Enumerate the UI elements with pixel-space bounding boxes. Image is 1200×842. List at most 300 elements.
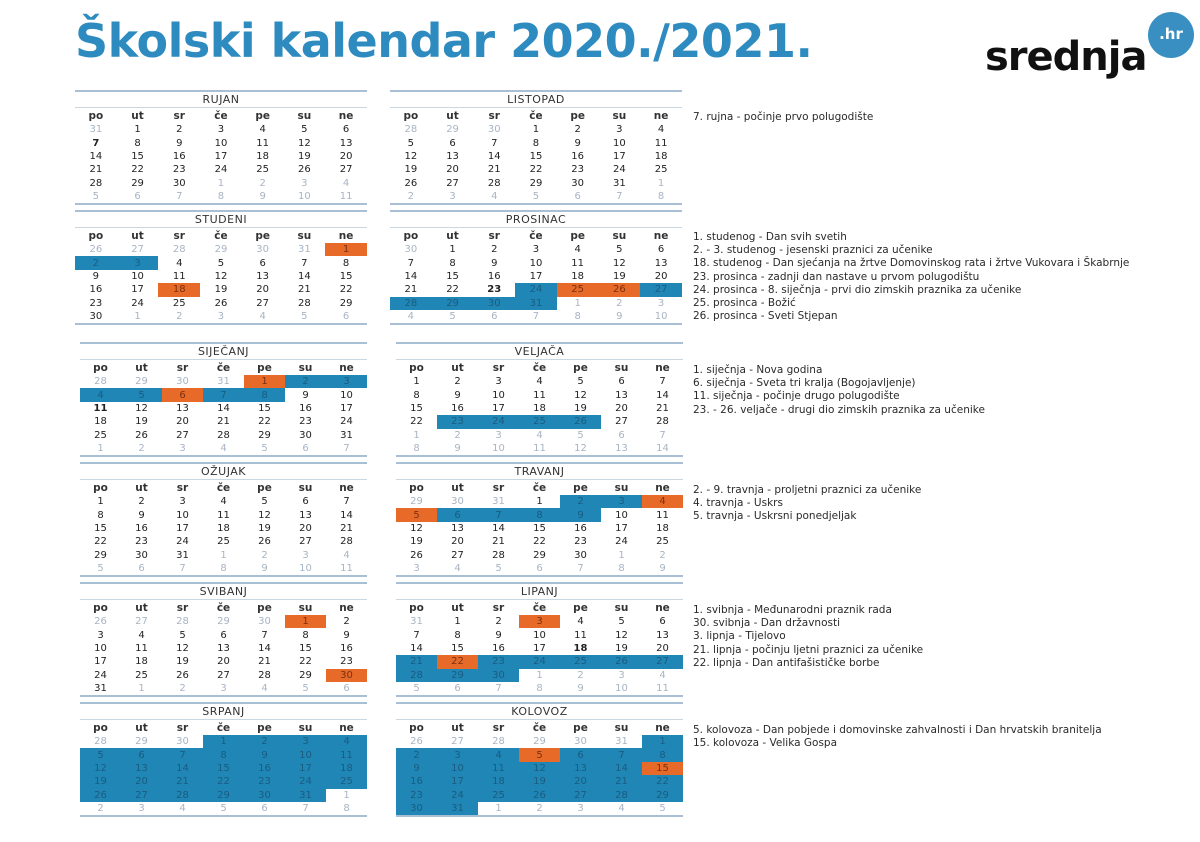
day-cell: 26 [214,297,228,309]
day-cell-school-break: 18 [326,762,367,775]
day-cell: 17 [492,402,505,414]
weekday-header: če [214,229,228,242]
day-cell-other-month: 2 [616,297,623,309]
day-cell: 13 [299,509,312,521]
day-cell-school-break: 16 [396,775,437,788]
events-svibanj-lipanj [693,604,923,670]
week-row [75,283,367,296]
day-cell: 23 [89,297,103,309]
day-cell: 19 [404,164,418,176]
day-cell-other-month: 5 [532,191,540,203]
weekday-header: ut [131,109,144,122]
event-item: 21. lipnja - počinju ljetni praznici za učenike [693,643,924,656]
day-cell: 4 [536,376,543,388]
week-row [396,415,683,428]
weekday-header: ne [655,601,670,614]
day-cell: 20 [615,402,628,414]
week-row [80,775,367,788]
day-cell-school-break: 24 [285,775,326,788]
day-cell: 4 [657,124,665,136]
event-item: 7. rujna - počinje prvo polugodište [693,111,874,123]
week-row [80,642,367,655]
day-cell-other-month: 7 [343,443,350,455]
month-divider [80,815,367,817]
weekday-header: ne [339,601,354,614]
day-cell-other-month: 2 [261,549,268,561]
day-cell-school-break: 29 [432,297,474,310]
day-cell: 19 [574,402,587,414]
month-grid [80,720,367,815]
day-cell: 28 [298,297,311,309]
day-cell-other-month: 30 [574,736,587,748]
month-name: RUJAN [75,90,367,108]
week-row [80,655,367,668]
day-cell-other-month: 28 [492,736,505,748]
event-item: 24. prosinca - 8. siječnja - prvi dio zimskih praznika za učenike [693,283,1022,296]
day-cell-school-break: 16 [244,762,285,775]
month-name: SIJEČANJ [80,342,367,360]
weekday-header: ut [451,481,464,494]
day-cell: 2 [138,496,145,508]
day-cell: 9 [176,137,183,149]
day-cell: 16 [135,522,148,534]
day-cell: 3 [616,124,623,136]
day-cell-other-month: 6 [536,563,543,575]
day-cell-other-month: 4 [343,549,350,561]
day-cell-school-break: 9 [244,748,285,761]
day-cell: 1 [532,124,540,136]
weekday-header: ne [339,481,354,494]
day-cell: 21 [258,656,271,668]
day-cell-school-break: 30 [396,802,437,815]
day-cell-other-month: 1 [495,803,502,815]
day-cell: 11 [571,257,585,269]
day-cell: 2 [454,376,461,388]
day-cell: 28 [492,549,505,561]
weekday-header: sr [176,481,189,494]
event-item: 23. prosinca - zadnji dan nastave u prvom polugodištu [693,270,980,283]
day-cell-school-break: 2 [75,256,117,269]
day-cell: 24 [94,669,107,681]
day-cell-other-month: 5 [301,311,308,323]
event-item: 22. lipnja - Dan antifašističke borbe [693,656,880,669]
week-row [390,256,682,269]
day-cell-other-month: 29 [446,124,459,136]
day-cell-school-break: 26 [601,655,642,668]
day-cell-public-holiday: 15 [642,762,683,775]
day-cell-other-month: 3 [495,429,502,441]
day-cell: 25 [172,297,186,309]
weekday-header: su [612,229,627,242]
week-row [80,789,367,802]
day-cell-public-holiday: 18 [158,283,200,296]
day-cell: 17 [94,656,107,668]
month-divider [80,695,367,697]
weekday-header: ut [446,229,459,242]
weekday-header: sr [176,601,189,614]
day-cell-other-month: 2 [179,683,186,695]
day-cell: 28 [258,669,271,681]
month-grid [390,108,682,203]
day-cell: 31 [94,683,107,695]
day-cell-school-break: 10 [285,748,326,761]
week-row [396,535,683,548]
week-row [396,522,683,535]
day-cell: 25 [256,164,270,176]
day-cell: 4 [138,629,145,641]
day-cell: 12 [574,389,587,401]
day-cell-school-break: 8 [642,748,683,761]
weekday-header: ne [339,361,354,374]
day-cell-other-month: 3 [217,311,225,323]
day-cell: 28 [89,177,103,189]
day-cell-other-month: 11 [339,191,353,203]
day-cell: 6 [659,616,666,628]
weekday-header: su [614,601,629,614]
day-cell-school-break: 30 [244,789,285,802]
day-cell: 19 [258,522,271,534]
day-cell-school-break: 8 [244,388,285,401]
weekday-header: ut [451,721,464,734]
month-name: PROSINAC [390,210,682,228]
weekday-header: pe [570,229,585,242]
day-cell-other-month: 5 [220,803,227,815]
weekday-header: po [88,229,104,242]
day-cell: 20 [656,642,669,654]
day-cell: 12 [615,629,628,641]
month-divider [80,455,367,457]
day-cell: 28 [217,429,230,441]
day-cell: 12 [176,642,189,654]
day-cell: 16 [299,402,312,414]
day-cell-school-break: 12 [80,762,121,775]
day-cell: 11 [93,402,108,414]
day-cell: 4 [220,496,227,508]
day-cell: 5 [577,376,584,388]
day-cell-other-month: 4 [220,443,227,455]
day-cell: 13 [451,522,464,534]
day-cell-other-month: 1 [217,177,225,189]
weekday-header: su [298,601,313,614]
day-cell-other-month: 4 [407,311,415,323]
day-cell-other-month: 6 [302,443,309,455]
day-cell-other-month: 9 [659,563,666,575]
day-cell-other-month: 5 [449,311,456,323]
day-cell-other-month: 4 [342,177,350,189]
day-cell: 16 [451,402,464,414]
day-cell: 30 [89,311,103,323]
day-cell-other-month: 27 [135,616,148,628]
weekday-header: ut [135,721,148,734]
day-cell-other-month: 4 [618,803,625,815]
day-cell: 19 [615,642,628,654]
day-cell-school-break: 26 [519,789,560,802]
day-cell: 31 [613,177,626,189]
day-cell-other-month: 9 [261,563,268,575]
month-name: SRPANJ [80,702,367,720]
weekday-header: pe [257,361,272,374]
day-cell-other-month: 31 [217,376,230,388]
month-name: SVIBANJ [80,582,367,600]
day-cell: 29 [339,297,353,309]
day-cell: 21 [487,164,501,176]
month-divider [75,203,367,205]
day-cell: 19 [410,536,423,548]
day-cell-other-month: 9 [259,191,266,203]
weekday-header: če [532,721,547,734]
day-cell-public-holiday: 1 [325,243,367,256]
weekday-header: sr [176,361,189,374]
month-grid [396,480,683,575]
day-cell: 29 [131,177,144,189]
day-cell: 30 [571,177,585,189]
month-calendar-veljaca [396,342,683,457]
day-cell: 11 [217,509,230,521]
weekday-header: ne [338,229,354,242]
day-cell-other-month: 31 [615,736,628,748]
week-row [390,150,682,163]
day-cell-other-month: 3 [449,191,456,203]
weekday-header: pe [573,361,588,374]
day-cell: 4 [176,257,183,269]
day-cell: 6 [657,244,665,256]
day-cell: 9 [495,629,502,641]
day-cell: 18 [573,642,588,654]
day-cell: 17 [615,522,628,534]
day-cell-other-month: 6 [342,311,350,323]
day-cell-school-break: 28 [601,789,642,802]
day-cell: 26 [135,429,148,441]
day-cell-school-break: 13 [560,762,601,775]
day-cell: 9 [302,389,309,401]
week-row [396,429,683,442]
day-cell-other-month: 5 [97,563,104,575]
event-item: 5. travnja - Uskrsni ponedjeljak [693,510,857,523]
weekday-header: sr [488,109,500,122]
day-cell-school-break: 20 [560,775,601,788]
day-cell-other-month: 4 [261,683,268,695]
day-cell-school-break: 6 [121,748,162,761]
week-row [390,163,682,176]
month-divider [390,323,682,325]
day-cell-school-break: 26 [560,415,601,428]
day-cell-other-month: 31 [89,124,103,136]
day-cell: 1 [97,496,104,508]
day-cell-other-month: 6 [618,429,625,441]
day-cell-public-holiday: 22 [437,655,478,668]
day-cell: 24 [615,536,628,548]
weekday-header: su [614,481,629,494]
day-cell-school-break: 18 [478,775,519,788]
week-row [75,163,367,176]
week-row [80,615,367,628]
day-cell-other-month: 3 [618,669,625,681]
day-cell: 30 [135,549,148,561]
day-cell: 30 [172,177,186,189]
day-cell-school-break: 17 [285,762,326,775]
brand-logo[interactable] [985,10,1195,80]
day-cell-other-month: 8 [536,683,543,695]
day-cell-other-month: 11 [533,443,546,455]
month-divider [396,455,683,457]
weekday-header: po [403,109,419,122]
day-cell: 14 [258,642,271,654]
day-cell-school-break: 1 [642,735,683,748]
day-cell-school-break: 2 [285,375,326,388]
day-cell-other-month: 5 [659,803,666,815]
weekday-header: pe [257,721,272,734]
day-cell-public-holiday: 1 [285,615,326,628]
week-row [80,402,367,415]
day-cell-school-break: 22 [642,775,683,788]
events-studeni-prosinac [693,231,1129,323]
day-cell: 1 [449,244,456,256]
day-cell: 9 [343,629,350,641]
day-cell: 29 [299,669,312,681]
day-cell-other-month: 30 [176,376,189,388]
week-row [75,270,367,283]
day-cell-school-break: 7 [601,748,642,761]
day-cell: 15 [533,522,546,534]
day-cell: 28 [656,416,669,428]
month-calendar-rujan [75,90,367,205]
day-cell-other-month: 7 [532,311,540,323]
day-cell-other-month: 1 [618,549,625,561]
day-cell-school-break: 29 [642,789,683,802]
day-cell: 7 [659,376,666,388]
day-cell-other-month: 27 [451,736,464,748]
day-cell: 27 [299,536,312,548]
day-cell-school-break: 3 [326,375,367,388]
day-cell-other-month: 29 [135,736,148,748]
event-item: 15. kolovoza - Velika Gospa [693,737,838,750]
week-row [75,136,367,149]
day-cell: 13 [339,137,353,149]
day-cell: 16 [89,284,103,296]
day-cell: 2 [176,124,183,136]
week-row [396,442,683,455]
day-cell: 15 [131,150,144,162]
day-cell-school-break: 5 [80,748,121,761]
week-row [75,123,367,136]
day-cell-school-break: 9 [396,762,437,775]
day-cell: 8 [413,389,420,401]
day-cell-school-break: 27 [560,789,601,802]
day-cell: 6 [342,124,350,136]
day-cell: 2 [491,244,498,256]
day-cell-school-break: 2 [244,735,285,748]
day-cell-other-month: 6 [574,191,581,203]
month-name: VELJAČA [396,342,683,360]
day-cell-school-break: 3 [117,256,159,269]
day-cell-other-month: 3 [179,443,186,455]
day-cell-other-month: 4 [536,429,543,441]
weekday-header: pe [570,109,585,122]
day-cell-public-holiday: 25 [557,283,599,296]
month-grid [396,600,683,695]
weekday-header: pe [257,601,272,614]
day-cell: 20 [299,522,312,534]
day-cell-school-break: 19 [80,775,121,788]
day-cell-school-break: 27 [642,655,683,668]
weekday-header: pe [573,601,588,614]
day-cell: 11 [172,270,186,282]
events-sijecanj-veljaca [693,364,985,417]
week-row [396,762,683,775]
day-cell: 13 [256,270,270,282]
day-cell-school-break: 6 [560,748,601,761]
day-cell-other-month: 8 [618,563,625,575]
day-cell-school-break: 8 [519,508,560,521]
day-cell-other-month: 10 [299,563,312,575]
day-cell-other-month: 6 [138,563,145,575]
day-cell: 13 [656,629,669,641]
day-cell: 29 [258,429,271,441]
month-calendar-studeni [75,210,367,325]
day-cell: 12 [613,257,626,269]
day-cell-other-month: 1 [134,311,141,323]
weekday-header: pe [573,721,588,734]
day-cell: 21 [340,522,353,534]
weekday-header: sr [492,361,505,374]
month-divider [390,203,682,205]
week-row [80,375,367,388]
week-row [80,535,367,548]
day-cell: 16 [492,642,505,654]
day-cell: 4 [577,616,584,628]
day-cell-school-break: 12 [519,762,560,775]
week-row [80,735,367,748]
event-item: 2. - 9. travnja - proljetni praznici za učenike [693,484,922,496]
week-row [80,429,367,442]
day-cell-other-month: 29 [410,496,423,508]
day-cell: 25 [217,536,230,548]
day-cell: 23 [487,284,502,296]
day-cell: 21 [298,284,311,296]
day-cell-other-month: 8 [574,311,581,323]
day-cell: 19 [214,284,228,296]
day-cell: 20 [654,270,668,282]
day-cell-other-month: 30 [256,244,270,256]
day-cell: 27 [176,429,189,441]
weekday-header: po [409,361,424,374]
day-cell: 14 [404,270,418,282]
day-cell: 3 [97,629,104,641]
day-cell-school-break: 19 [519,775,560,788]
month-calendar-prosinac [390,210,682,325]
week-row [80,669,367,682]
day-cell: 18 [135,656,148,668]
week-row [390,310,682,323]
day-cell: 8 [449,257,456,269]
day-cell-school-break: 7 [162,748,203,761]
day-cell-school-break: 30 [478,669,519,682]
day-cell-other-month: 2 [176,311,183,323]
day-cell-other-month: 5 [261,443,268,455]
day-cell: 13 [176,402,189,414]
day-cell-school-break: 7 [203,388,244,401]
day-cell-school-break: 17 [437,775,478,788]
page-title: Školski kalendar 2020./2021. [75,14,813,68]
day-cell-other-month: 9 [454,443,461,455]
day-cell: 15 [446,270,459,282]
weekday-header: ut [135,601,148,614]
day-cell: 17 [340,402,353,414]
month-grid [80,600,367,695]
day-cell: 15 [299,642,312,654]
day-cell: 21 [89,164,103,176]
day-cell: 2 [343,616,350,628]
